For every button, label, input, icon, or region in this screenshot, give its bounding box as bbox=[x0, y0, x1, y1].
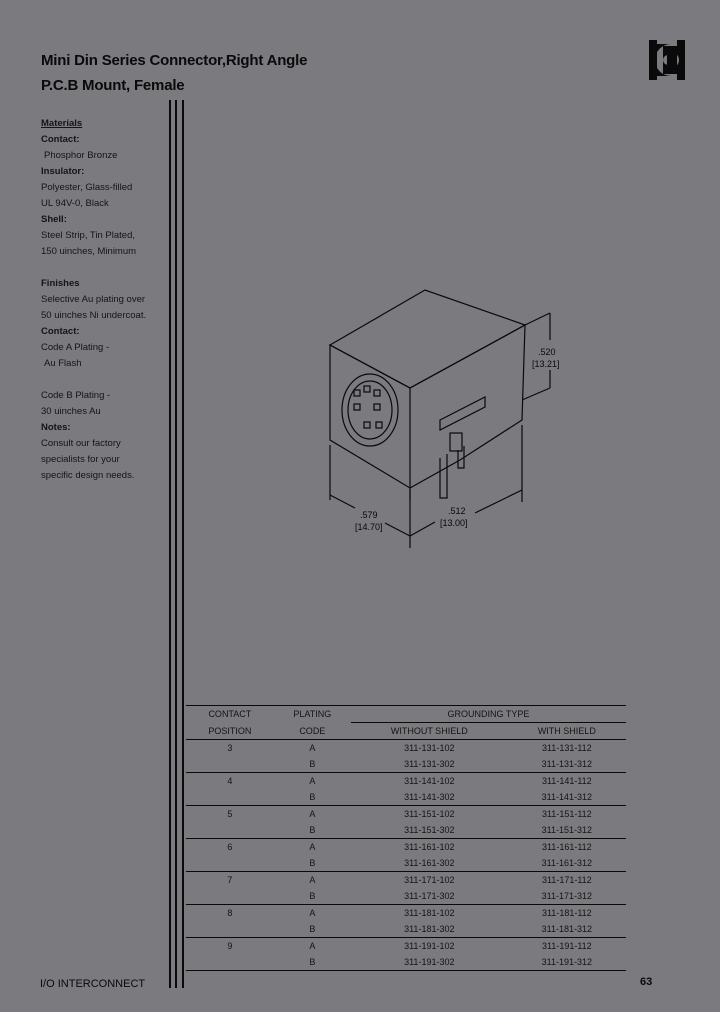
cell-without: 311-181-102 bbox=[404, 908, 455, 918]
socket-circle bbox=[342, 374, 398, 446]
code-b-line: Code B Plating - bbox=[41, 390, 111, 401]
table-row bbox=[186, 839, 626, 856]
cell-code: B bbox=[274, 888, 351, 905]
cell-code: B bbox=[274, 921, 351, 938]
table-row bbox=[186, 756, 626, 773]
contact-label: Contact: bbox=[41, 134, 80, 145]
table-row bbox=[186, 740, 626, 757]
page-title: Mini Din Series Connector,Right Angle bbox=[41, 52, 308, 69]
cell-with: 311-171-112 bbox=[541, 875, 592, 885]
cell-with: 311-141-312 bbox=[508, 789, 626, 806]
table-row bbox=[186, 822, 626, 839]
height-dimension-in: .520 bbox=[538, 347, 556, 357]
specifications-panel bbox=[41, 116, 171, 484]
cell-without: 311-171-302 bbox=[351, 888, 508, 905]
col-with-shield-header: WITH SHIELD bbox=[508, 723, 626, 740]
code-a-line: Code A Plating - bbox=[41, 342, 110, 353]
table-row bbox=[186, 905, 626, 922]
cell-code: A bbox=[309, 941, 316, 951]
notes-line: Consult our factory bbox=[41, 438, 121, 449]
notes-line: specialists for your bbox=[41, 454, 120, 465]
cell-without: 311-141-302 bbox=[351, 789, 508, 806]
table-row bbox=[186, 855, 626, 872]
cell-code: B bbox=[274, 954, 351, 971]
footer-section: I/O INTERCONNECT bbox=[40, 978, 146, 990]
divider-line-3 bbox=[182, 100, 184, 988]
insulator-line: Polyester, Glass-filled bbox=[41, 182, 133, 193]
table-row bbox=[186, 806, 626, 823]
connector-top-face bbox=[330, 290, 525, 388]
cell-with: 311-171-312 bbox=[508, 888, 626, 905]
col-plating-header: PLATING bbox=[274, 706, 351, 723]
cell-with: 311-191-312 bbox=[508, 954, 626, 971]
company-logo-icon bbox=[647, 40, 689, 80]
part-number-table bbox=[186, 705, 626, 971]
cell-position: 3 bbox=[227, 743, 233, 753]
cell-with: 311-151-312 bbox=[508, 822, 626, 839]
notes-label: Notes: bbox=[41, 422, 71, 433]
table-row bbox=[186, 954, 626, 971]
contact-value: Phosphor Bronze bbox=[44, 150, 118, 161]
table-row bbox=[186, 938, 626, 955]
cell-without: 311-131-302 bbox=[351, 756, 508, 773]
contact-finish-label: Contact: bbox=[41, 326, 80, 337]
cell-without: 311-131-102 bbox=[404, 743, 455, 753]
cell-position: 6 bbox=[227, 842, 233, 852]
cell-position bbox=[186, 855, 274, 872]
cell-without: 311-151-102 bbox=[404, 809, 455, 819]
cell-code: A bbox=[309, 743, 316, 753]
table-row bbox=[186, 888, 626, 905]
code-a-line: Au Flash bbox=[44, 358, 82, 369]
cell-position bbox=[186, 822, 274, 839]
cell-with: 311-141-112 bbox=[541, 776, 592, 786]
cell-position bbox=[186, 921, 274, 938]
code-b-line: 30 uinches Au bbox=[41, 406, 101, 417]
materials-heading: Materials bbox=[41, 118, 83, 129]
height-dimension-mm: [13.21] bbox=[532, 359, 560, 369]
cell-position bbox=[186, 789, 274, 806]
col-without-shield-header: WITHOUT SHIELD bbox=[351, 723, 508, 740]
cell-with: 311-161-112 bbox=[541, 842, 592, 852]
col-position-header: POSITION bbox=[186, 723, 274, 740]
connector-drawing bbox=[310, 270, 640, 570]
cell-position bbox=[186, 888, 274, 905]
cell-with: 311-181-312 bbox=[508, 921, 626, 938]
table-row bbox=[186, 789, 626, 806]
cell-position bbox=[186, 756, 274, 773]
depth-dimension-in: .512 bbox=[448, 506, 466, 516]
cell-position: 7 bbox=[227, 875, 233, 885]
cell-position: 8 bbox=[227, 908, 233, 918]
cell-without: 311-151-302 bbox=[351, 822, 508, 839]
cell-code: A bbox=[309, 776, 316, 786]
cell-code: B bbox=[274, 789, 351, 806]
col-code-header: CODE bbox=[274, 723, 351, 740]
finishes-line: Selective Au plating over bbox=[41, 294, 146, 305]
table-row bbox=[186, 921, 626, 938]
shell-line: Steel Strip, Tin Plated, bbox=[41, 230, 135, 241]
page-subtitle: P.C.B Mount, Female bbox=[41, 77, 185, 94]
shell-label: Shell: bbox=[41, 214, 67, 225]
cell-without: 311-161-302 bbox=[351, 855, 508, 872]
insulator-line: UL 94V-0, Black bbox=[41, 198, 109, 209]
depth-dimension-mm: [13.00] bbox=[440, 518, 468, 528]
cell-position: 4 bbox=[227, 776, 233, 786]
table-row bbox=[186, 773, 626, 790]
page-number: 63 bbox=[640, 976, 653, 988]
cell-without: 311-171-102 bbox=[404, 875, 455, 885]
cell-code: B bbox=[274, 756, 351, 773]
finishes-heading: Finishes bbox=[41, 278, 80, 289]
cell-code: B bbox=[274, 855, 351, 872]
cell-without: 311-181-302 bbox=[351, 921, 508, 938]
col-grounding-header: GROUNDING TYPE bbox=[351, 706, 626, 723]
col-contact-header: CONTACT bbox=[186, 706, 274, 723]
cell-without: 311-141-102 bbox=[404, 776, 455, 786]
shell-line: 150 uinches, Minimum bbox=[41, 246, 137, 257]
cell-with: 311-161-312 bbox=[508, 855, 626, 872]
cell-code: A bbox=[309, 809, 316, 819]
width-dimension-mm: [14.70] bbox=[355, 522, 383, 532]
cell-with: 311-181-112 bbox=[541, 908, 592, 918]
width-dimension-in: .579 bbox=[360, 510, 378, 520]
cell-code: A bbox=[309, 842, 316, 852]
cell-with: 311-131-112 bbox=[541, 743, 592, 753]
cell-with: 311-131-312 bbox=[508, 756, 626, 773]
cell-code: A bbox=[309, 875, 316, 885]
cell-position bbox=[186, 954, 274, 971]
notes-line: specific design needs. bbox=[41, 470, 135, 481]
cell-with: 311-191-112 bbox=[541, 941, 592, 951]
divider-line-2 bbox=[175, 100, 177, 988]
insulator-label: Insulator: bbox=[41, 166, 85, 177]
cell-without: 311-191-302 bbox=[351, 954, 508, 971]
table-row bbox=[186, 872, 626, 889]
cell-with: 311-151-112 bbox=[541, 809, 592, 819]
cell-code: B bbox=[274, 822, 351, 839]
cell-position: 5 bbox=[227, 809, 233, 819]
cell-without: 311-191-102 bbox=[404, 941, 455, 951]
cell-position: 9 bbox=[227, 941, 233, 951]
cell-code: A bbox=[309, 908, 316, 918]
finishes-line: 50 uinches Ni undercoat. bbox=[41, 310, 147, 321]
cell-without: 311-161-102 bbox=[404, 842, 455, 852]
